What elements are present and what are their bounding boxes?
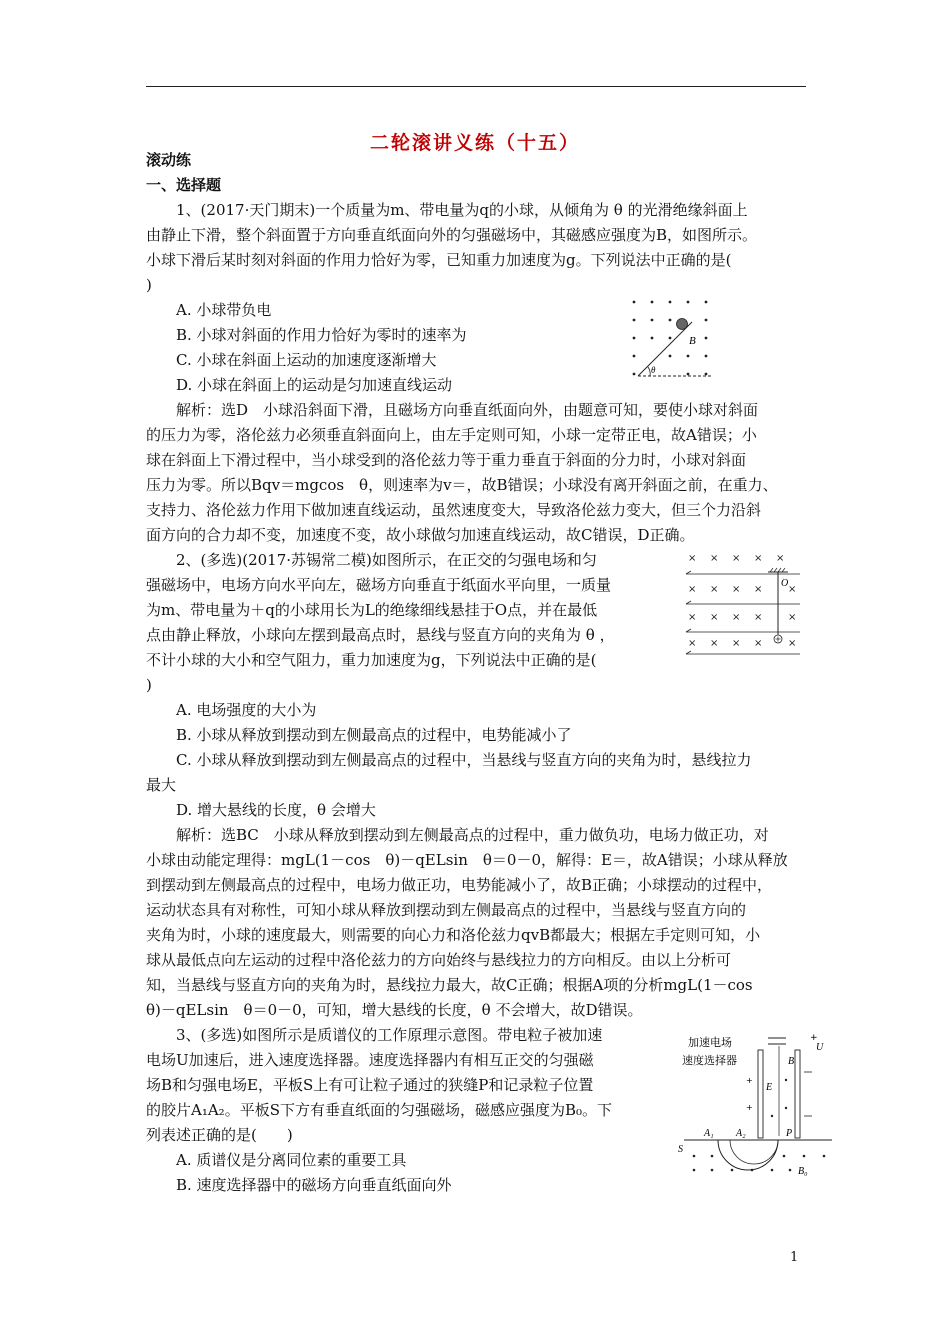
label-a1: A₁	[704, 1128, 714, 1139]
q1-option-a: A. 小球带负电	[176, 301, 272, 319]
svg-text:×: ×	[732, 584, 741, 595]
svg-text:×: ×	[710, 584, 719, 595]
q2-stem-line: 强磁场中，电场方向水平向左，磁场方向垂直于纸面水平向里，一质量	[146, 576, 612, 594]
q2-solution-line: 到摆动到左侧最高点的过程中，电场力做正功，电势能减小了，故B正确；小球摆动的过程中，	[146, 876, 773, 894]
svg-text:×: ×	[688, 612, 697, 623]
q1-option-c: C. 小球在斜面上运动的加速度逐渐增大	[176, 351, 437, 369]
label-theta: θ	[651, 365, 656, 375]
q1-solution-line: 球在斜面上下滑过程中，当小球受到的洛伦兹力等于重力垂直于斜面的分力时，小球对斜面	[146, 451, 747, 469]
q2-option-a: A. 电场强度的大小为	[176, 701, 317, 719]
subsection-heading: 一、选择题	[146, 176, 222, 194]
q3-option-b: B. 速度选择器中的磁场方向垂直纸面向外	[176, 1176, 452, 1194]
q2-stem-line: 点由静止释放，小球向左摆到最高点时，悬线与竖直方向的夹角为 θ ，	[146, 626, 615, 644]
q2-solution-line: 球从最低点向左运动的过程中洛伦兹力的方向始终与悬线拉力的方向相反。由以上分析可	[146, 951, 732, 969]
svg-text:×: ×	[788, 638, 797, 649]
q2-solution-line: θ)－qELsin θ＝0－0，可知，增大悬线的长度，θ 不会增大，故D错误。	[146, 1001, 643, 1019]
label-o: O	[781, 578, 789, 589]
figure-incline-magnetic-field	[628, 296, 714, 384]
q2-solution-line: 知，当悬线与竖直方向的夹角为时，悬线拉力最大，故C正确；根据A项的分析mgL(1－cos	[146, 976, 753, 994]
q1-stem-line: 1、(2017·天门期末)一个质量为m、带电量为q的小球，从倾角为 θ 的光滑绝缘斜面上	[176, 201, 748, 219]
svg-text:×: ×	[776, 553, 785, 564]
q3-option-a: A. 质谱仪是分离同位素的重要工具	[176, 1151, 407, 1169]
q1-solution-line: 解析：选D 小球沿斜面下滑，且磁场方向垂直纸面向外，由题意可知，要使小球对斜面	[176, 401, 759, 419]
q1-option-b: B. 小球对斜面的作用力恰好为零时的速率为	[176, 326, 467, 344]
svg-text:×: ×	[688, 553, 697, 564]
label-b: B	[689, 335, 696, 347]
q2-option-c-cont: 最大	[146, 776, 177, 794]
q2-solution-line: 运动状态具有对称性，可知小球从释放到摆动到左侧最高点的过程中，当悬线与竖直方向的	[146, 901, 747, 919]
q1-solution-line: 压力为零。所以Bqv＝mgcos θ，则速率为v＝，故B错误；小球没有离开斜面之前，在重力、	[146, 476, 778, 494]
label-b: B	[788, 1056, 795, 1067]
label-accelerating-field: 加速电场	[688, 1036, 732, 1049]
section-heading: 滚动练	[146, 151, 192, 169]
page-number: 1	[790, 1250, 799, 1265]
q1-stem-line: 由静止下滑，整个斜面置于方向垂直纸面向外的匀强磁场中，其磁感应强度为B，如图所示。	[146, 226, 758, 244]
q1-stem-line: 小球下滑后某时刻对斜面的作用力恰好为零，已知重力加速度为g。下列说法中正确的是(	[146, 251, 732, 269]
q2-stem-line: 为m、带电量为＋q的小球用长为L的绝缘细线悬挂于O点，并在最低	[146, 601, 598, 619]
q3-stem-line: 场B和匀强电场E，平板S上有可让粒子通过的狭缝P和记录粒子位置	[146, 1076, 594, 1094]
svg-text:×: ×	[732, 553, 741, 564]
q2-solution-line: 解析：选BC 小球从释放到摆动到左侧最高点的过程中，重力做负功，电场力做正功，对	[176, 826, 769, 844]
header-rule	[146, 86, 806, 87]
svg-text:×: ×	[710, 612, 719, 623]
q2-option-c: C. 小球从释放到摆动到左侧最高点的过程中，当悬线与竖直方向的夹角为时，悬线拉力	[176, 751, 752, 769]
q2-stem-line: )	[146, 676, 152, 694]
svg-text:+: +	[746, 1103, 753, 1112]
svg-text:+: +	[810, 1033, 818, 1043]
svg-text:×: ×	[754, 638, 763, 649]
q1-solution-line: 支持力、洛伦兹力作用下做加速直线运动，虽然速度变大，导致洛伦兹力变大，但三个力沿斜	[146, 501, 762, 519]
q1-solution-line: 面方向的合力却不变，加速度不变，故小球做匀加速直线运动，故C错误，D正确。	[146, 526, 695, 544]
svg-text:×: ×	[754, 584, 763, 595]
svg-text:×: ×	[688, 584, 697, 595]
q3-stem-line: 的胶片A₁A₂。平板S下方有垂直纸面的匀强磁场，磁感应强度为B₀。下	[146, 1101, 613, 1119]
label-u: U	[816, 1042, 824, 1053]
q2-stem-line: 2、(多选)(2017·苏锡常二模)如图所示，在正交的匀强电场和匀	[176, 551, 597, 569]
q1-option-d: D. 小球在斜面上的运动是匀加速直线运动	[176, 376, 453, 394]
label-s: S	[678, 1144, 683, 1155]
svg-text:×: ×	[710, 638, 719, 649]
svg-text:×: ×	[754, 553, 763, 564]
page-title: 二轮滚讲义练（十五）	[369, 132, 580, 154]
svg-text:+: +	[746, 1076, 753, 1085]
svg-text:×: ×	[754, 612, 763, 623]
q2-solution-line: 夹角为时，小球的速度最大，则需要的向心力和洛伦兹力qvB都最大；根据左手定则可知，小	[146, 926, 761, 944]
label-velocity-selector: 速度选择器	[682, 1054, 737, 1067]
label-p: P	[786, 1128, 793, 1139]
q3-stem-line: 电场U加速后，进入速度选择器。速度选择器内有相互正交的匀强磁	[146, 1051, 594, 1069]
label-e: E	[766, 1082, 773, 1093]
q2-option-b: B. 小球从释放到摆动到左侧最高点的过程中，电势能减小了	[176, 726, 572, 744]
q3-stem-line: 列表述正确的是( )	[146, 1126, 293, 1144]
q2-option-d: D. 增大悬线的长度，θ 会增大	[176, 801, 376, 819]
svg-text:×: ×	[788, 612, 797, 623]
svg-text:×: ×	[788, 584, 797, 595]
label-a2: A₂	[736, 1128, 746, 1139]
q2-stem-line: 不计小球的大小和空气阻力，重力加速度为g，下列说法中正确的是(	[146, 651, 597, 669]
figure-crossed-fields-pendulum	[684, 548, 804, 658]
q3-stem-line: 3、(多选)如图所示是质谱仪的工作原理示意图。带电粒子被加速	[176, 1026, 603, 1044]
svg-text:×: ×	[732, 638, 741, 649]
figure-mass-spectrometer	[674, 1028, 834, 1176]
svg-text:×: ×	[732, 612, 741, 623]
ball	[677, 319, 688, 330]
q2-solution-line: 小球由动能定理得：mgL(1－cos θ)－qELsin θ＝0－0，解得：E＝，故A错误；小球从释放	[146, 851, 788, 869]
svg-text:×: ×	[710, 553, 719, 564]
q1-solution-line: 的压力为零，洛伦兹力必须垂直斜面向上，由左手定则可知，小球一定带正电，故A错误；小	[146, 426, 757, 444]
q1-stem-line: )	[146, 276, 152, 294]
svg-text:×: ×	[688, 638, 697, 649]
label-b0: B₀	[798, 1166, 808, 1176]
